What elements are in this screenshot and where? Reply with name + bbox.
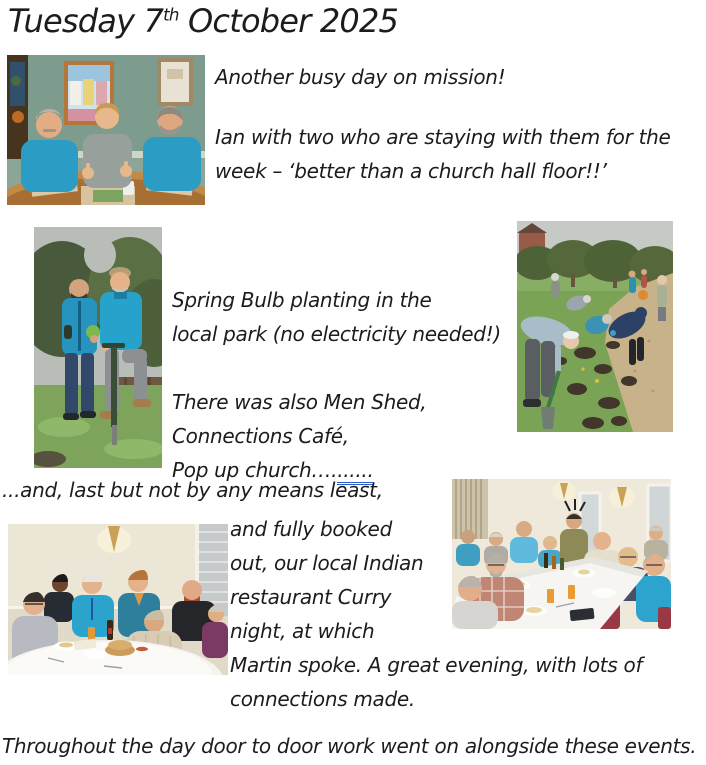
footer-line: Throughout the day door to door work went on alongside these events.	[2, 734, 697, 758]
photo-park-planting	[517, 221, 673, 432]
title-suffix: October 2025	[178, 2, 399, 40]
text-line: out, our local Indian	[230, 551, 424, 575]
text-line	[172, 351, 501, 385]
activities-text	[172, 283, 501, 453]
text-line: Another busy day on mission!	[215, 65, 506, 89]
grammar-underline: ......	[337, 458, 373, 485]
text-line	[215, 94, 671, 120]
round-table-illustration	[8, 524, 228, 675]
text-line: Connections Café,	[172, 424, 349, 448]
text-line: Martin spoke. A great evening, with lots of	[230, 653, 643, 677]
title-prefix: Tuesday 7	[8, 2, 164, 40]
text-line: local park (no electricity needed!)	[172, 322, 501, 346]
text-line: Spring Bulb planting in the	[172, 288, 432, 312]
bulb-planting-pair-illustration	[34, 227, 162, 468]
curry-text	[230, 512, 642, 716]
transition-line: ...and, last but not by any means least,	[2, 478, 383, 502]
park-planting-illustration	[517, 221, 673, 432]
photo-bulb-planting-pair	[34, 227, 162, 468]
text-line: restaurant Curry	[230, 585, 392, 609]
text-line: Ian with two who are staying with them for the	[215, 125, 671, 149]
text-line: week – ‘better than a church hall floor!!’	[215, 159, 607, 183]
title-superscript: th	[163, 5, 179, 25]
photo-round-table-dinner	[8, 524, 228, 675]
popup-church-text: Pop up church….	[172, 458, 338, 482]
text-line: and fully booked	[230, 517, 392, 541]
photo-kitchen-table	[7, 55, 205, 205]
kitchen-table-illustration	[7, 55, 205, 205]
intro-text	[215, 60, 671, 188]
page-title	[8, 2, 398, 40]
text-line: connections made.	[230, 687, 415, 711]
text-line: There was also Men Shed,	[172, 390, 427, 414]
text-line: night, at which	[230, 619, 375, 643]
